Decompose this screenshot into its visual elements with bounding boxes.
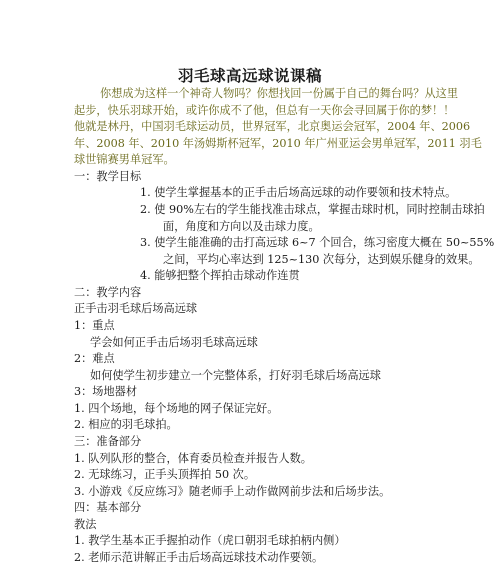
content-text: 正手击羽毛球后场高远球 — [74, 302, 198, 315]
method-item: 1. 教学生基本正手握拍动作（虎口朝羽毛球拍柄内侧） — [74, 534, 346, 547]
section-heading-content: 二：教学内容 — [74, 286, 142, 299]
teaching-method-label: 教法 — [74, 518, 97, 531]
equipment-item: 2. 相应的羽毛球拍。 — [74, 418, 178, 431]
section-heading-basic: 四：基本部分 — [74, 501, 142, 514]
preparation-item: 1. 队列队形的整合，体育委员检查并报告人数。 — [74, 452, 312, 465]
section-heading-goals: 一：教学目标 — [74, 170, 142, 183]
preparation-item: 3. 小游戏《反应练习》随老师手上动作做网前步法和后场步法。 — [74, 485, 391, 498]
intro-line: 起步，快乐羽球开始，或许你成不了他，但总有一天你会寻回属于你的梦！！ — [74, 104, 455, 117]
document-title: 羽毛球高远球说课稿 — [177, 67, 322, 85]
difficulty-label: 2：难点 — [74, 352, 115, 365]
method-item: 2. 老师示范讲解正手击后场高远球技术动作要领。 — [74, 551, 324, 564]
goal-item: 1. 使学生掌握基本的正手击后场高远球的动作要领和技术特点。 — [140, 186, 457, 199]
section-heading-preparation: 三：准备部分 — [74, 435, 142, 448]
key-point-label: 1：重点 — [74, 319, 115, 332]
intro-line: 你想成为这样一个神奇人物吗？你想找回一份属于自己的舞台吗？从这里 — [100, 87, 459, 100]
intro-line: 球世锦赛男单冠军。 — [74, 153, 175, 166]
goal-item: 2. 使 90%左右的学生能找准击球点，掌握击球时机，同时控制击球拍 — [140, 203, 485, 216]
difficulty-text: 如何使学生初步建立一个完整体系，打好羽毛球后场高远球 — [90, 369, 381, 382]
preparation-item: 2. 无球练习，正手头顶挥拍 50 次。 — [74, 468, 256, 481]
key-point-text: 学会如何正手击后场羽毛球高远球 — [90, 336, 258, 349]
goal-item: 4. 能够把整个挥拍击球动作连贯 — [140, 269, 300, 282]
equipment-label: 3：场地器材 — [74, 385, 138, 398]
goal-item: 3. 使学生能准确的击打高远球 6~7 个回合，练习密度大概在 50~55% — [140, 236, 495, 249]
goal-item-continuation: 面，角度和方向以及击球力度。 — [163, 220, 320, 233]
intro-line: 他就是林丹，中国羽毛球运动员，世界冠军，北京奥运会冠军，2004 年、2006 — [74, 120, 471, 133]
intro-line: 年、2008 年、2010 年汤姆斯杯冠军，2010 年广州亚运会男单冠军，2011 羽毛 — [74, 137, 482, 150]
equipment-item: 1. 四个场地，每个场地的网子保证完好。 — [74, 402, 279, 415]
goal-item-continuation: 之间，平均心率达到 125~130 次每分，达到娱乐健身的效果。 — [163, 253, 480, 266]
